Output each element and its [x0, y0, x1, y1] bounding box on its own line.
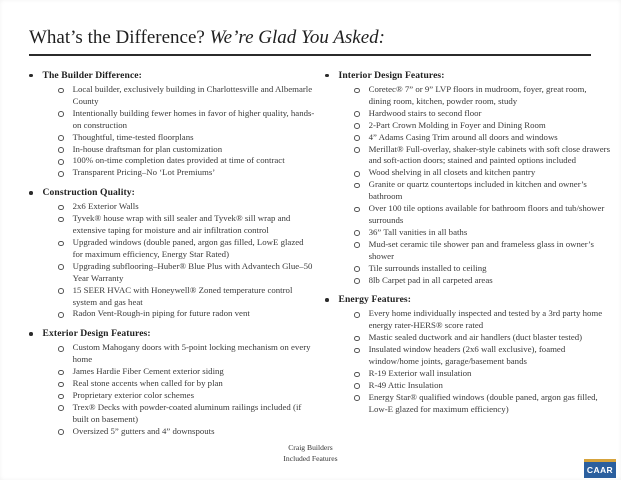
- feature-item: [25, 261, 319, 285]
- feature-item-text: Hardwood stairs to second floor: [368, 107, 482, 118]
- feature-item-text: 4” Adams Casing Trim around all doors and windows: [368, 131, 558, 142]
- circle-bullet-icon: [354, 395, 360, 401]
- circle-bullet-icon: [58, 205, 64, 211]
- circle-bullet-icon: [354, 111, 360, 117]
- circle-bullet-icon: [354, 383, 360, 389]
- feature-item-text: 36” Tall vanities in all baths: [368, 226, 468, 237]
- feature-item: [25, 155, 319, 167]
- footer-company: Craig Builders: [288, 443, 333, 452]
- section-heading-row: [25, 187, 319, 199]
- feature-item: [321, 275, 615, 287]
- circle-bullet-icon: [58, 429, 64, 435]
- section-heading-row: [25, 70, 319, 82]
- feature-item: [25, 342, 319, 366]
- circle-bullet-icon: [354, 230, 360, 236]
- feature-item-text: Tyvek® house wrap with sill sealer and Tyvek® sill wrap and extensive taping for moisture and air infiltration control: [72, 213, 291, 236]
- circle-bullet-icon: [354, 88, 360, 94]
- circle-bullet-icon: [354, 135, 360, 141]
- circle-bullet-icon: [58, 111, 64, 117]
- feature-item: [25, 144, 319, 156]
- bullet-icon: [325, 298, 329, 302]
- feature-list: [25, 201, 319, 320]
- section-interior-design-features: [321, 70, 615, 286]
- feature-item-text: Radon Vent-Rough-in piping for future radon vent: [72, 308, 250, 319]
- feature-item: [25, 285, 319, 309]
- section-heading: Energy Features:: [338, 294, 412, 306]
- feature-item: [321, 368, 615, 380]
- circle-bullet-icon: [354, 207, 360, 213]
- caar-logo-text: CAAR: [586, 465, 614, 475]
- feature-item-text: 100% on-time completion dates provided at time of contract: [72, 155, 285, 166]
- circle-bullet-icon: [354, 171, 360, 177]
- feature-item-text: Real stone accents when called for by plan: [72, 378, 223, 389]
- feature-list: [25, 84, 319, 179]
- feature-item: [25, 132, 319, 144]
- feature-item: [25, 201, 319, 213]
- feature-item: [25, 308, 319, 320]
- circle-bullet-icon: [58, 288, 64, 294]
- section-heading: Construction Quality:: [42, 187, 135, 199]
- circle-bullet-icon: [58, 147, 64, 153]
- circle-bullet-icon: [58, 171, 64, 177]
- circle-bullet-icon: [58, 159, 64, 165]
- feature-item-text: Mastic sealed ductwork and air handlers (duct blaster tested): [368, 332, 583, 343]
- feature-item-text: Upgraded windows (double paned, argon gas filled, LowE glazed for maximum efficiency, Energy Star Rated): [72, 236, 304, 259]
- page-footer: [0, 443, 621, 464]
- feature-item-text: Proprietary exterior color schemes: [72, 389, 194, 400]
- feature-item-text: Upgrading subflooring–Huber® Blue Plus with Advantech Glue–50 Year Warranty: [72, 260, 313, 283]
- circle-bullet-icon: [58, 312, 64, 318]
- feature-item-text: Coretec® 7” or 9” LVP floors in mudroom, foyer, great room, dining room, kitchen, powder room, study: [368, 84, 587, 106]
- circle-bullet-icon: [58, 405, 64, 411]
- feature-item: [321, 132, 615, 144]
- section-exterior-design-features: [25, 328, 319, 437]
- feature-item: [321, 239, 615, 263]
- feature-item: [321, 108, 615, 120]
- feature-item: [25, 402, 319, 426]
- circle-bullet-icon: [58, 346, 64, 352]
- feature-item: [25, 366, 319, 378]
- feature-item: [321, 308, 615, 332]
- feature-item: [25, 426, 319, 438]
- feature-item: [25, 237, 319, 261]
- feature-item: [321, 167, 615, 179]
- feature-item: [321, 332, 615, 344]
- feature-item: [321, 263, 615, 275]
- circle-bullet-icon: [354, 278, 360, 284]
- feature-item: [321, 392, 615, 416]
- feature-item-text: Transparent Pricing–No ‘Lot Premiums’: [72, 167, 216, 178]
- feature-item: [321, 120, 615, 132]
- feature-item: [321, 344, 615, 368]
- feature-item-text: Intentionally building fewer homes in favor of higher quality, hands-on construction: [72, 107, 315, 130]
- feature-item: [25, 213, 319, 237]
- footer-subtitle: Included Features: [283, 453, 338, 463]
- feature-item-text: 2x6 Exterior Walls: [72, 201, 139, 212]
- right-column: [321, 70, 615, 424]
- title-italic-text: We’re Glad You Asked:: [209, 27, 385, 48]
- bullet-icon: [29, 191, 33, 195]
- circle-bullet-icon: [58, 264, 64, 270]
- feature-item: [25, 378, 319, 390]
- feature-item-text: Every home individually inspected and tested by a 3rd party home energy rater-HERS® score rated: [368, 308, 603, 331]
- feature-list: [321, 84, 615, 286]
- circle-bullet-icon: [58, 370, 64, 376]
- feature-item-text: Custom Mahogany doors with 5-point locking mechanism on every home: [72, 342, 311, 365]
- feature-item-text: Energy Star® qualified windows (double paned, argon gas filled, Low-E glazed for maximum efficiency): [368, 391, 598, 414]
- feature-item-text: Tile surrounds installed to ceiling: [368, 262, 487, 273]
- feature-item: [321, 227, 615, 239]
- title-regular-text: What’s the Difference?: [29, 27, 210, 48]
- feature-item: [321, 179, 615, 203]
- feature-item-text: James Hardie Fiber Cement exterior siding: [72, 366, 224, 377]
- feature-list: [25, 342, 319, 437]
- feature-item-text: Local builder, exclusively building in Charlottesville and Albemarle County: [72, 84, 313, 106]
- section-heading: Exterior Design Features:: [42, 328, 151, 340]
- bullet-icon: [29, 332, 33, 336]
- bullet-icon: [325, 74, 329, 78]
- feature-item: [25, 84, 319, 108]
- circle-bullet-icon: [354, 183, 360, 189]
- section-heading: Interior Design Features:: [338, 70, 445, 81]
- feature-item-text: Wood shelving in all closets and kitchen pantry: [368, 167, 536, 178]
- feature-item-text: Granite or quartz countertops included in kitchen and owner’s bathroom: [368, 179, 587, 202]
- feature-item-text: Trex® Decks with powder-coated aluminum railings included (if built on basement): [72, 401, 302, 424]
- feature-item: [321, 144, 615, 168]
- circle-bullet-icon: [58, 241, 64, 247]
- circle-bullet-icon: [354, 372, 360, 378]
- feature-item: [321, 380, 615, 392]
- circle-bullet-icon: [354, 242, 360, 248]
- circle-bullet-icon: [354, 312, 360, 318]
- feature-item-text: Merillat® Full-overlay, shaker-style cabinets with soft close drawers and soft-action doors; stained and painted options included: [368, 143, 611, 166]
- section-heading-row: [321, 70, 615, 82]
- feature-item-text: Insulated window headers (2x6 wall exclusive), foamed window/home joints, garage/basement bands: [368, 344, 566, 367]
- circle-bullet-icon: [58, 135, 64, 141]
- left-column: [25, 70, 319, 446]
- section-the-builder-difference: [25, 70, 319, 179]
- feature-item-text: In-house draftsman for plan customization: [72, 143, 223, 154]
- circle-bullet-icon: [354, 336, 360, 342]
- circle-bullet-icon: [354, 147, 360, 153]
- feature-list: [321, 308, 615, 415]
- section-heading: The Builder Difference:: [42, 70, 142, 81]
- feature-item-text: R-19 Exterior wall insulation: [368, 367, 472, 378]
- feature-item-text: Thoughtful, time-tested floorplans: [72, 131, 194, 142]
- caar-logo: [584, 459, 616, 478]
- circle-bullet-icon: [58, 394, 64, 400]
- feature-item-text: 2-Part Crown Molding in Foyer and Dining Room: [368, 119, 546, 130]
- feature-item-text: Mud-set ceramic tile shower pan and frameless glass in owner’s shower: [368, 238, 594, 261]
- feature-item-text: 8lb Carpet pad in all carpeted areas: [368, 274, 493, 285]
- section-heading-row: [25, 328, 319, 340]
- feature-item: [25, 108, 319, 132]
- section-energy-features: [321, 294, 615, 415]
- feature-item-text: Oversized 5” gutters and 4” downspouts: [72, 425, 215, 436]
- feature-item-text: Over 100 tile options available for bathroom floors and tub/shower surrounds: [368, 203, 605, 225]
- feature-item-text: R-49 Attic Insulation: [368, 379, 443, 390]
- section-heading-row: [321, 294, 615, 306]
- feature-item: [321, 84, 615, 108]
- bullet-icon: [29, 74, 33, 78]
- circle-bullet-icon: [354, 266, 360, 272]
- feature-item: [321, 203, 615, 227]
- circle-bullet-icon: [58, 88, 64, 94]
- feature-item: [25, 167, 319, 179]
- section-construction-quality: [25, 187, 319, 320]
- feature-item-text: 15 SEER HVAC with Honeywell® Zoned temperature control system and gas heat: [72, 284, 293, 307]
- circle-bullet-icon: [354, 123, 360, 129]
- circle-bullet-icon: [354, 348, 360, 354]
- feature-item: [25, 390, 319, 402]
- page-title: [29, 26, 591, 56]
- circle-bullet-icon: [58, 217, 64, 223]
- circle-bullet-icon: [58, 382, 64, 388]
